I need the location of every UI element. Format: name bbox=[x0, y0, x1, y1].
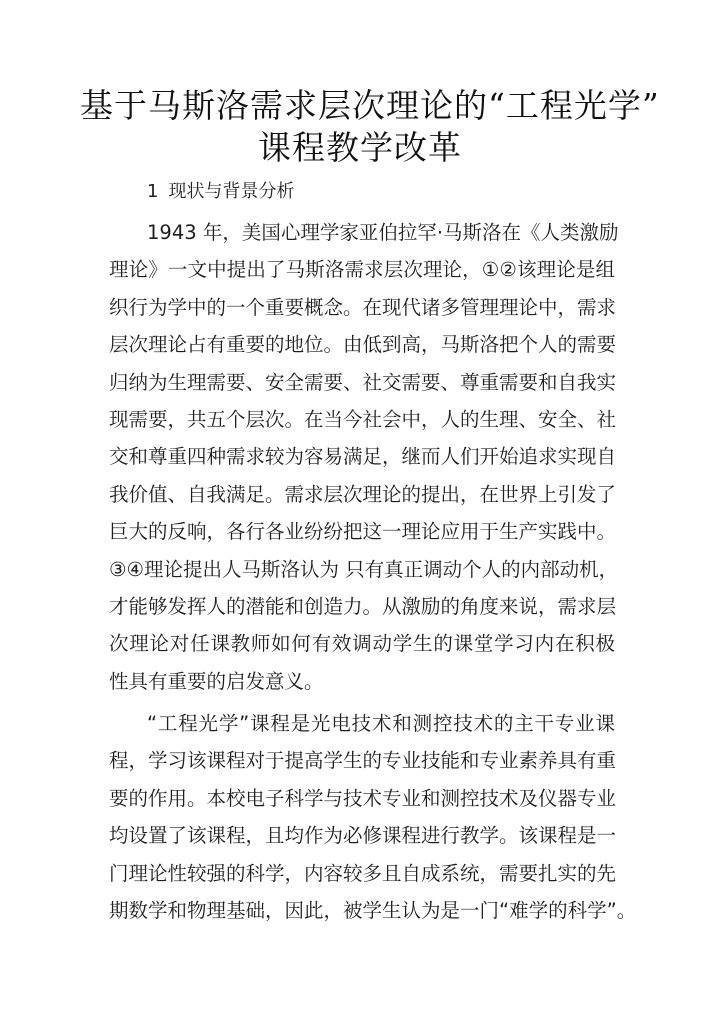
paragraph-line: 性具有重要的启发意义。 bbox=[109, 669, 324, 693]
paragraph-2 bbox=[109, 705, 637, 929]
paragraph-line: 交和尊重四种需求较为容易满足，继而人们开始追求实现自 bbox=[109, 445, 617, 469]
section-number: 1 bbox=[147, 181, 159, 202]
paragraph-line: ③④理论提出人马斯洛认为 只有真正调动个人的内部动机， bbox=[109, 557, 619, 581]
paragraph-line: 归纳为生理需要、安全需要、社交需要、尊重需要和自我实 bbox=[109, 370, 617, 394]
paragraph-line: 程，学习该课程对于提高学生的专业技能和专业素养具有重 bbox=[109, 749, 617, 773]
paragraph-line: 现需要，共五个层次。在当今社会中，人的生理、安全、社 bbox=[109, 407, 617, 431]
paragraph-line: “工程光学”课程是光电技术和测控技术的主干专业课 bbox=[147, 712, 615, 735]
paragraph-line: 次理论对任课教师如何有效调动学生的课堂学习内在积极 bbox=[109, 632, 615, 656]
paragraph-line: 织行为学中的一个重要概念。在现代诸多管理理论中，需求 bbox=[109, 295, 617, 319]
paragraph-line: 期数学和物理基础，因此，被学生认为是一门“难学的科学”。 bbox=[109, 898, 637, 922]
paragraph-line: 门理论性较强的科学，内容较多且自成系统，需要扎实的先 bbox=[109, 861, 617, 885]
paragraph-line: 1943 年，美国心理学家亚伯拉罕·马斯洛在《人类激励 bbox=[147, 221, 619, 244]
paragraph-line: 要的作用。本校电子科学与技术专业和测控技术及仪器专业 bbox=[109, 786, 617, 810]
paragraph-line: 理论》一文中提出了马斯洛需求层次理论，①②该理论是组 bbox=[109, 258, 615, 282]
document-title-line-1: 基于马斯洛需求层次理论的“工程光学” bbox=[80, 86, 660, 125]
paragraph-line: 才能够发挥人的潜能和创造力。从激励的角度来说，需求层 bbox=[109, 594, 617, 618]
paragraph-line: 我价值、自我满足。需求层次理论的提出，在世界上引发了 bbox=[109, 482, 617, 506]
section-heading-text: 现状与背景分析 bbox=[168, 181, 295, 202]
section-heading bbox=[147, 178, 294, 206]
paragraph-line: 层次理论占有重要的地位。由低到高，马斯洛把个人的需要 bbox=[109, 333, 617, 357]
paragraph-1 bbox=[109, 214, 619, 700]
paragraph-line: 均设置了该课程，且均作为必修课程进行教学。该课程是一 bbox=[109, 824, 617, 848]
document-title-line-2: 课程教学改革 bbox=[258, 128, 462, 167]
paragraph-line: 巨大的反响，各行各业纷纷把这一理论应用于生产实践中。 bbox=[109, 520, 617, 544]
